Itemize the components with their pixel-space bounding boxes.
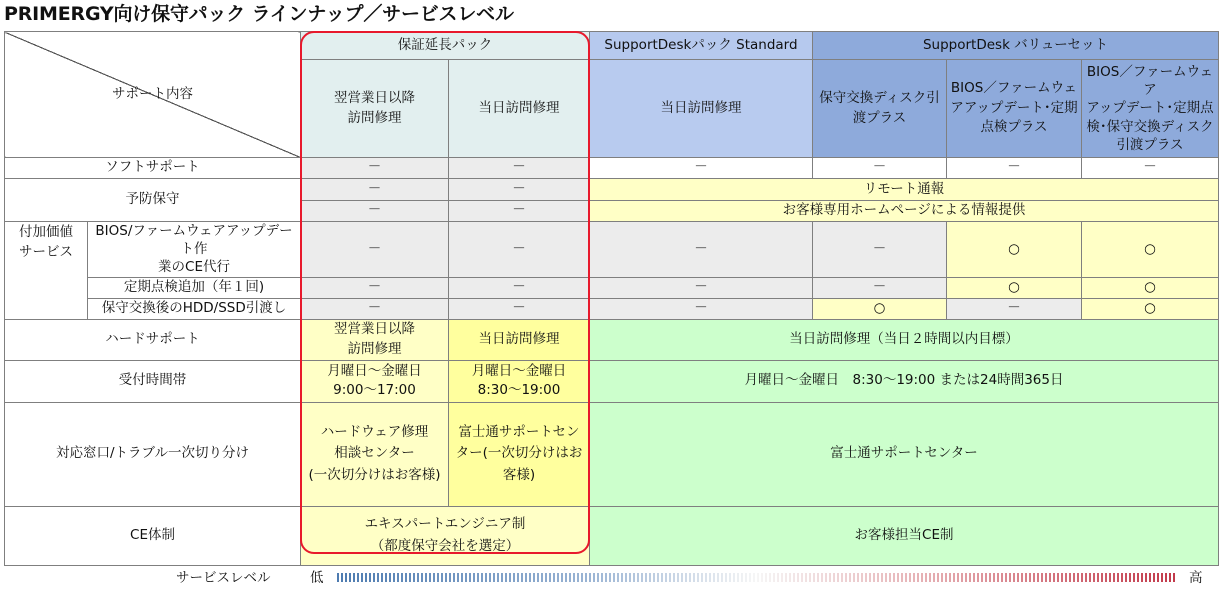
row-label-software: ソフトサポート: [5, 158, 301, 179]
service-level-gradient-bar: [337, 573, 1175, 582]
cell: －: [301, 179, 449, 201]
cell: ハードウェア修理 相談センター (一次切分けはお客様): [301, 402, 449, 506]
cell: －: [301, 201, 449, 222]
cell: 翌営業日以降 訪問修理: [301, 319, 449, 360]
cell: －: [590, 277, 813, 298]
support-content-header: [5, 32, 301, 158]
cell: －: [301, 222, 449, 278]
cell: －: [947, 158, 1082, 179]
table-row: [5, 298, 1219, 319]
row-label-inspection: 定期点検追加（年１回): [88, 277, 301, 298]
cell: －: [813, 222, 947, 278]
cell-contact-value: 富士通サポートセンター: [590, 402, 1219, 506]
table-row: [5, 222, 1219, 278]
service-level-low: 低: [310, 570, 324, 586]
table-row: [5, 402, 1219, 506]
cell: －: [449, 201, 590, 222]
row-label-contact: 対応窓口/トラブル一次切り分け: [5, 402, 301, 506]
group-warranty-pack: 保証延長パック: [301, 32, 590, 60]
row-label-hours: 受付時間帯: [5, 360, 301, 402]
row-label-preventive: 予防保守: [5, 179, 301, 222]
cell-customer-homepage: お客様専用ホームページによる情報提供: [590, 201, 1219, 222]
cell: －: [947, 298, 1082, 319]
cell: －: [301, 298, 449, 319]
table-row: [5, 319, 1219, 360]
cell: －: [449, 298, 590, 319]
table-row: [5, 277, 1219, 298]
cell: －: [590, 298, 813, 319]
cell: －: [449, 277, 590, 298]
cell: 富士通サポートセン ター(一次切分けはお 客様): [449, 402, 590, 506]
service-level-high: 高: [1189, 570, 1203, 586]
cell-hardware-value: 当日訪問修理（当日２時間以内目標）: [590, 319, 1219, 360]
cell-ce-value: お客様担当CE制: [590, 506, 1219, 565]
cell: －: [301, 277, 449, 298]
cell: －: [449, 222, 590, 278]
table-row: [5, 506, 1219, 565]
service-lineup-table: [4, 31, 1219, 566]
cell: －: [449, 158, 590, 179]
cell-remote-notification: リモート通報: [590, 179, 1219, 201]
cell: 月曜日～金曜日 9:00～17:00: [301, 360, 449, 402]
cell: －: [1082, 158, 1219, 179]
cell: ○: [1082, 277, 1219, 298]
service-level-label: サービスレベル: [176, 570, 271, 586]
table-row: [5, 179, 1219, 201]
row-label-disk: 保守交換後のHDD/SSD引渡し: [88, 298, 301, 319]
cell-ce-warranty: エキスパートエンジニア制 （都度保守会社を選定）: [301, 506, 590, 565]
table-row: [5, 158, 1219, 179]
group-supportdesk-value-set: SupportDesk バリューセット: [813, 32, 1219, 60]
col-disk-plus: 保守交換ディスク引 渡プラス: [813, 60, 947, 158]
row-label-ce: CE体制: [5, 506, 301, 565]
cell: ○: [813, 298, 947, 319]
row-label-bios: BIOS/ファームウェアアップデート作 業のCE代行: [88, 222, 301, 278]
cell: －: [449, 179, 590, 201]
cell: －: [590, 222, 813, 278]
page-title: PRIMERGY向け保守パック ラインナップ／サービスレベル: [4, 3, 514, 25]
cell: ○: [1082, 298, 1219, 319]
group-supportdesk-standard: SupportDeskパック Standard: [590, 32, 813, 60]
cell-hours-value: 月曜日～金曜日 8:30～19:00 または24時間365日: [590, 360, 1219, 402]
row-label-hardware: ハードサポート: [5, 319, 301, 360]
col-next-day-repair: 翌営業日以降 訪問修理: [301, 60, 449, 158]
cell: －: [813, 277, 947, 298]
row-label-value-added: 付加価値 サービス: [5, 222, 88, 320]
col-same-day-repair: 当日訪問修理: [449, 60, 590, 158]
col-bios-inspection-disk-plus: BIOS／ファームウェア アップデート･定期点 検･保守交換ディスク 引渡プラス: [1082, 60, 1219, 158]
col-bios-inspection-plus: BIOS／ファームウェ アアップデート･定期 点検プラス: [947, 60, 1082, 158]
table-row: [5, 360, 1219, 402]
cell: ○: [947, 222, 1082, 278]
support-content-label: サポート内容: [112, 85, 193, 102]
cell: 当日訪問修理: [449, 319, 590, 360]
cell: ○: [1082, 222, 1219, 278]
cell: －: [590, 158, 813, 179]
cell: －: [301, 158, 449, 179]
cell: 月曜日～金曜日 8:30～19:00: [449, 360, 590, 402]
cell: －: [813, 158, 947, 179]
cell: ○: [947, 277, 1082, 298]
col-standard-same-day-repair: 当日訪問修理: [590, 60, 813, 158]
